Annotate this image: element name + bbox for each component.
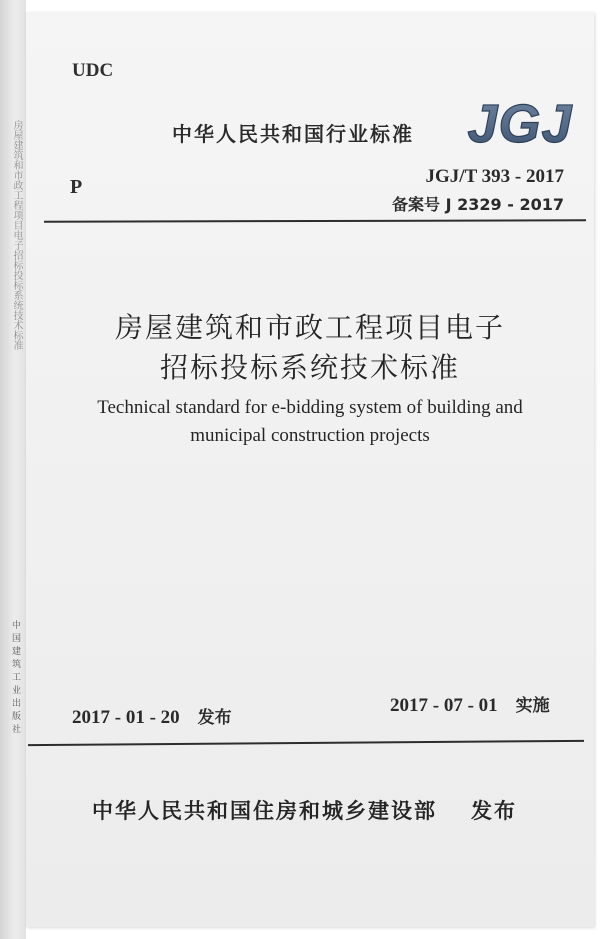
publisher-name: 中华人民共和国住房和城乡建设部: [92, 799, 437, 823]
record-number: 备案号 J 2329 - 2017: [392, 195, 564, 214]
title-en-line-1: Technical standard for e-bidding system of building and: [97, 397, 523, 418]
issue-date-row: [72, 703, 232, 729]
classification-letter: P: [70, 176, 83, 198]
publisher-row: [92, 795, 517, 825]
implementation-date: 2017 - 07 - 01: [390, 695, 498, 716]
implementation-label: 实施: [515, 696, 550, 716]
title-zh-line-1: 房屋建筑和市政工程项目电子: [114, 311, 505, 344]
title-zh-line-2: 招标投标系统技术标准: [159, 351, 460, 384]
jgj-logo-text: JGJ: [467, 94, 573, 152]
issue-label: 发布: [197, 708, 232, 728]
standard-number: JGJ/T 393 - 2017: [425, 166, 564, 187]
industry-standard-label: 中华人民共和国行业标准: [172, 122, 414, 146]
publisher-action: 发布: [471, 799, 517, 823]
book-spine: [0, 0, 26, 939]
issue-date: 2017 - 01 - 20: [72, 707, 180, 728]
spine-publisher: 中国建筑工业出版社: [10, 620, 20, 737]
title-en-line-2: municipal construction projects: [190, 425, 430, 446]
jgj-logo: [466, 92, 574, 152]
udc-label: UDC: [72, 60, 114, 81]
implementation-date-row: [390, 691, 550, 717]
spine-title: 房屋建筑和市政工程项目电子招标投标系统技术标准: [11, 120, 22, 350]
